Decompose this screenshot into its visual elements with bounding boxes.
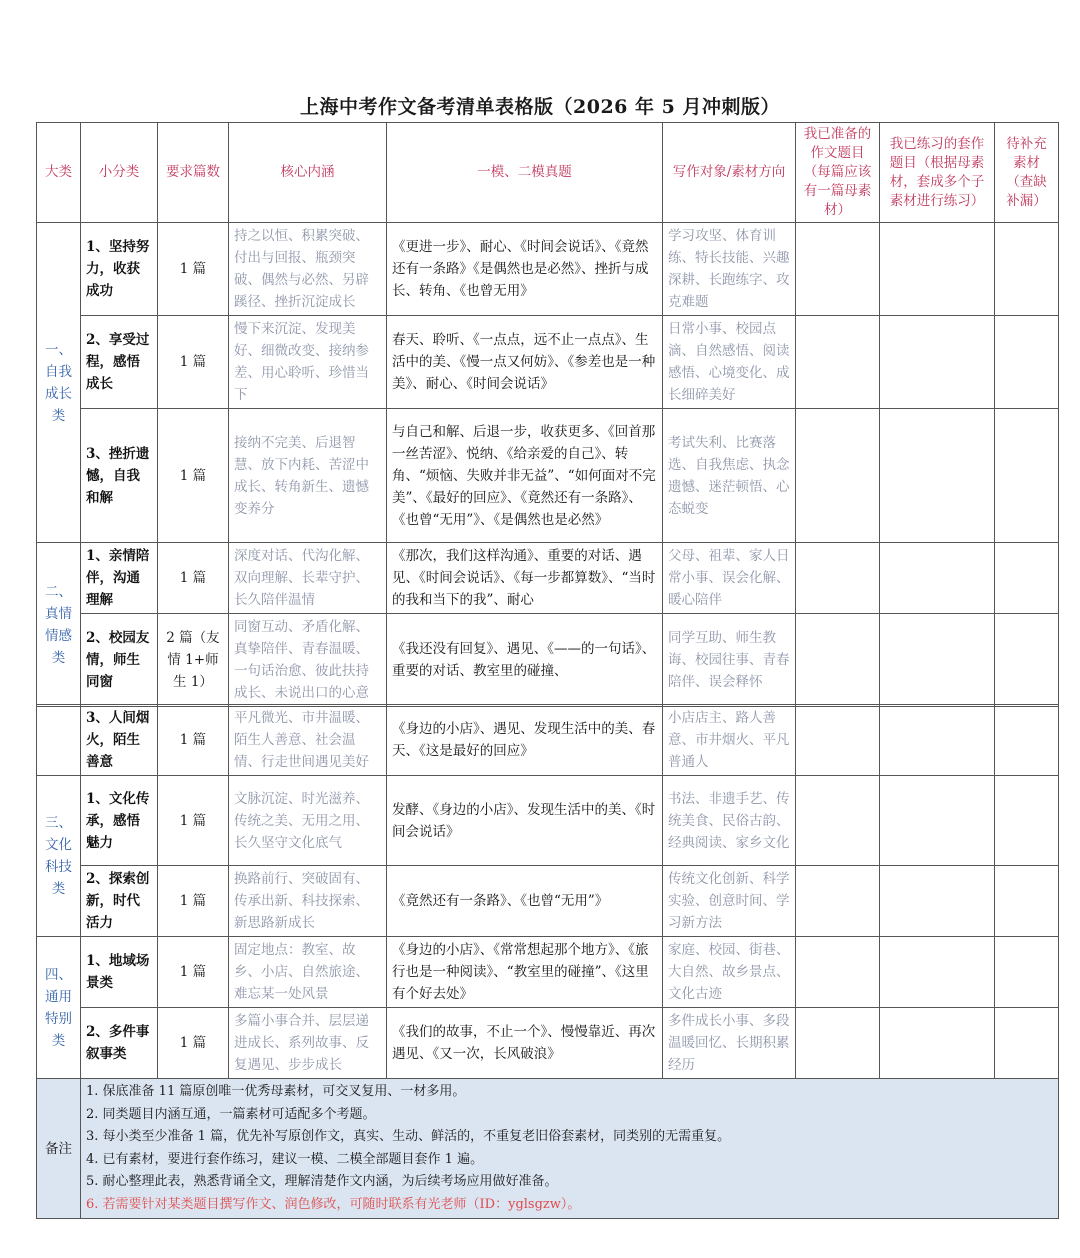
core-meaning-cell: 同窗互动、矛盾化解、真挚陪伴、青春温暖、一句话治愈、彼此扶持成长、未说出口的心意 [229,614,387,707]
core-meaning-cell: 接纳不完美、后退智慧、放下内耗、苦涩中成长、转角新生、遗憾变养分 [229,409,387,543]
supplement-input[interactable] [995,543,1059,614]
writing-direction-cell: 书法、非遗手艺、传统美食、民俗古韵、经典阅读、家乡文化 [663,776,796,866]
practiced-topic-input[interactable] [880,1008,995,1079]
core-meaning-cell: 持之以恒、积累突破、付出与回报、瓶颈突破、偶然与必然、另辟蹊径、挫折沉淀成长 [229,223,387,316]
mock-topics-cell: 《身边的小店》、《常常想起那个地方》、《旅行也是一种阅读》、“教室里的碰撞”、《这里有个好去处》 [387,937,663,1008]
prepared-topic-input[interactable] [796,316,880,409]
note-item: 2. 同类题目内涵互通，一篇素材可适配多个考题。 [86,1106,376,1122]
required-count-cell: 1 篇 [158,705,229,776]
writing-direction-cell: 父母、祖辈、家人日常小事、误会化解、暖心陪伴 [663,543,796,614]
category-true-feelings: 二、真情情感类 [37,543,81,707]
subcategory-cell: 1、地域场景类 [81,937,158,1008]
prepared-topic-input[interactable] [796,614,880,707]
header-category: 大类 [37,123,81,223]
prepared-topic-input[interactable] [796,705,880,776]
supplement-input[interactable] [995,776,1059,866]
table-row [37,776,1059,866]
notes-content [81,1079,1059,1219]
mock-topics-cell: 《更进一步》、耐心、《时间会说话》、《竟然还有一条路》《是偶然也是必然》、挫折与成长、转角、《也曾无用》 [387,223,663,316]
supplement-input[interactable] [995,316,1059,409]
category-empty-cell [37,705,81,776]
core-meaning-cell: 深度对话、代沟化解、双向理解、长辈守护、长久陪伴温情 [229,543,387,614]
subcategory-cell: 2、多件事叙事类 [81,1008,158,1079]
header-core-meaning: 核心内涵 [229,123,387,223]
prepared-topic-input[interactable] [796,223,880,316]
core-meaning-cell: 多篇小事合并、层层递进成长、系列故事、反复遇见、步步成长 [229,1008,387,1079]
table-row [37,316,1059,409]
note-item: 1. 保底准备 11 篇原创唯一优秀母素材，可交叉复用、一材多用。 [86,1084,466,1099]
supplement-input[interactable] [995,409,1059,543]
writing-direction-cell: 传统文化创新、科学实验、创意时间、学习新方法 [663,866,796,937]
subcategory-cell: 1、坚持努力，收获成功 [81,223,158,316]
core-meaning-cell: 换路前行、突破固有、传承出新、科技探索、新思路新成长 [229,866,387,937]
prepared-topic-input[interactable] [796,543,880,614]
subcategory-cell: 3、人间烟火，陌生善意 [81,705,158,776]
mock-topics-cell: 发酵、《身边的小店》、发现生活中的美、《时间会说话》 [387,776,663,866]
practiced-topic-input[interactable] [880,223,995,316]
required-count-cell: 1 篇 [158,409,229,543]
mock-topics-cell: 与自己和解、后退一步，收获更多、《回首那一丝苦涩》、悦纳、《给亲爱的自己》、转角、“烦恼、失败并非无益”、“如何面对不完美”、《最好的回应》、《竟然还有一条路》、《也曾“无用”》、《是偶然也是必然》 [387,409,663,543]
category-culture-tech: 三、文化科技类 [37,776,81,937]
table-row [37,223,1059,316]
practiced-topic-input[interactable] [880,705,995,776]
page-title: 上海中考作文备考清单表格版（2026 年 5 月冲刺版） [300,96,780,118]
required-count-cell: 1 篇 [158,543,229,614]
writing-direction-cell: 学习攻坚、体育训练、特长技能、兴趣深耕、长跑练字、攻克难题 [663,223,796,316]
practiced-topic-input[interactable] [880,409,995,543]
mock-topics-cell: 《竟然还有一条路》、《也曾“无用”》 [387,866,663,937]
note-item: 5. 耐心整理此表，熟悉背诵全文，理解清楚作文内涵，为后续考场应用做好准备。 [86,1174,558,1189]
required-count-cell: 1 篇 [158,866,229,937]
writing-direction-cell: 同学互助、师生教诲、校园往事、青春陪伴、误会释怀 [663,614,796,707]
required-count-cell: 1 篇 [158,1008,229,1079]
notes-list [86,1081,1053,1216]
prepared-topic-input[interactable] [796,409,880,543]
practiced-topic-input[interactable] [880,543,995,614]
header-row [37,123,1059,223]
writing-direction-cell: 多件成长小事、多段温暖回忆、长期积累经历 [663,1008,796,1079]
prepared-topic-input[interactable] [796,937,880,1008]
practiced-topic-input[interactable] [880,937,995,1008]
table-row [37,705,1059,776]
note-item: 4. 已有素材，要进行套作练习，建议一模、二模全部题目套作 1 遍。 [86,1151,484,1167]
prepared-topic-input[interactable] [796,776,880,866]
required-count-cell: 1 篇 [158,223,229,316]
supplement-input[interactable] [995,937,1059,1008]
header-subcategory: 小分类 [81,123,158,223]
header-practiced-topics: 我已练习的套作题目（根据母素材，套成多个子素材进行练习） [880,123,995,223]
core-meaning-cell: 文脉沉淀、时光滋养、传统之美、无用之用、长久坚守文化底气 [229,776,387,866]
prepared-topic-input[interactable] [796,1008,880,1079]
core-meaning-cell: 慢下来沉淀、发现美好、细微改变、接纳参差、用心聆听、珍惜当下 [229,316,387,409]
required-count-cell: 1 篇 [158,316,229,409]
table-row [37,409,1059,543]
subcategory-cell: 2、校园友情，师生同窗 [81,614,158,707]
category-general-special: 四、通用特别类 [37,937,81,1079]
subcategory-cell: 3、挫折遗憾，自我和解 [81,409,158,543]
table-row [37,937,1059,1008]
required-count-cell: 1 篇 [158,937,229,1008]
checklist-table-part1 [36,122,1059,707]
supplement-input[interactable] [995,866,1059,937]
mock-topics-cell: 《身边的小店》、遇见、发现生活中的美、春天、《这是最好的回应》 [387,705,663,776]
supplement-input[interactable] [995,223,1059,316]
writing-direction-cell: 日常小事、校园点滴、自然感悟、阅读感悟、心境变化、成长细碎美好 [663,316,796,409]
table-row [37,866,1059,937]
supplement-input[interactable] [995,614,1059,707]
table-row [37,543,1059,614]
supplement-input[interactable] [995,705,1059,776]
table-row [37,1008,1059,1079]
subcategory-cell: 1、文化传承，感悟魅力 [81,776,158,866]
mock-topics-cell: 《我还没有回复》、遇见、《——的一句话》、重要的对话、教室里的碰撞、 [387,614,663,707]
mock-topics-cell: 春天、聆听、《一点点，远不止一点点》、生活中的美、《慢一点又何妨》、《参差也是一种美》、耐心、《时间会说话》 [387,316,663,409]
writing-direction-cell: 考试失利、比赛落选、自我焦虑、执念遗憾、迷茫顿悟、心态蜕变 [663,409,796,543]
header-to-supplement: 待补充素材（查缺补漏） [995,123,1059,223]
writing-direction-cell: 家庭、校园、街巷、大自然、故乡景点、文化古迹 [663,937,796,1008]
note-item: 3. 每小类至少准备 1 篇，优先补写原创作文，真实、生动、鲜活的，不重复老旧俗套素材，同类别的无需重复。 [86,1129,731,1144]
header-prepared-topics: 我已准备的作文题目（每篇应该有一篇母素材） [796,123,880,223]
writing-direction-cell: 小店店主、路人善意、市井烟火、平凡普通人 [663,705,796,776]
category-self-growth: 一、自我成长类 [37,223,81,543]
checklist-table-part2 [36,704,1059,1219]
mock-topics-cell: 《那次，我们这样沟通》、重要的对话、遇见、《时间会说话》、《每一步都算数》、“当时的我和当下的我”、耐心 [387,543,663,614]
subcategory-cell: 2、享受过程，感悟成长 [81,316,158,409]
core-meaning-cell: 固定地点：教室、故乡、小店、自然旅途、难忘某一处风景 [229,937,387,1008]
header-required-count: 要求篇数 [158,123,229,223]
subcategory-cell: 1、亲情陪伴，沟通理解 [81,543,158,614]
practiced-topic-input[interactable] [880,776,995,866]
subcategory-cell: 2、探索创新，时代活力 [81,866,158,937]
practiced-topic-input[interactable] [880,614,995,707]
note-item-contact: 6. 若需要针对某类题目撰写作文、润色修改，可随时联系有光老师（ID：yglsgzw）。 [86,1196,581,1212]
table-row [37,614,1059,707]
required-count-cell: 2 篇（友情 1+师生 1） [158,614,229,707]
required-count-cell: 1 篇 [158,776,229,866]
notes-label: 备注 [37,1079,81,1219]
notes-row [37,1079,1059,1219]
header-mock-exam-topics: 一模、二模真题 [387,123,663,223]
supplement-input[interactable] [995,1008,1059,1079]
core-meaning-cell: 平凡微光、市井温暖、陌生人善意、社会温情、行走世间遇见美好 [229,705,387,776]
practiced-topic-input[interactable] [880,316,995,409]
mock-topics-cell: 《我们的故事，不止一个》、慢慢靠近、再次遇见、《又一次，长风破浪》 [387,1008,663,1079]
practiced-topic-input[interactable] [880,866,995,937]
header-writing-direction: 写作对象/素材方向 [663,123,796,223]
prepared-topic-input[interactable] [796,866,880,937]
